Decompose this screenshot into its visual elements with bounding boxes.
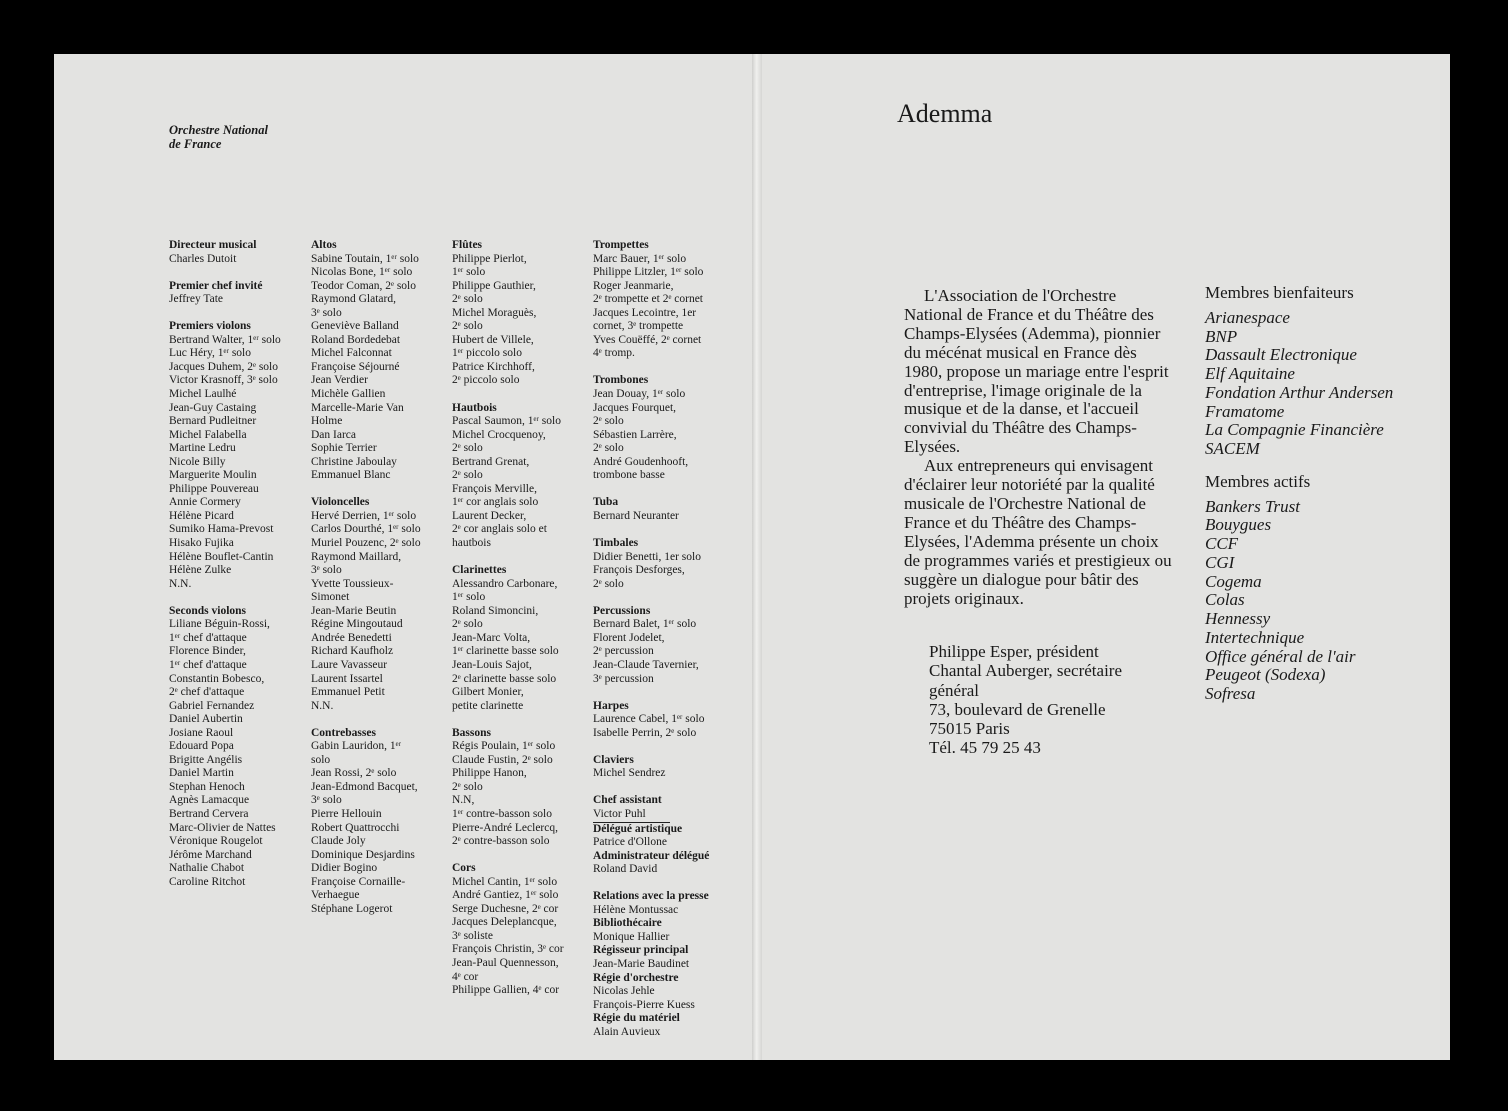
roster-entry: Laurent Issartel [311, 672, 383, 685]
roster-entry: Hélène Montussac [593, 903, 679, 916]
roster-entry: 4ᵉ tromp. [593, 347, 635, 360]
roster-entry: Hélène Picard [169, 509, 234, 522]
section-heading: Délégué artistique [593, 822, 683, 835]
roster-entry: 2ᵉ solo [452, 780, 483, 793]
roster-entry: Annie Cormery [169, 496, 241, 509]
roster-entry: Luc Héry, 1ᵉʳ solo [169, 347, 251, 360]
section-heading: Bassons [452, 726, 491, 739]
roster-entry: 2ᵉ solo [452, 293, 483, 306]
roster-entry: Michel Crocquenoy, [452, 428, 546, 441]
member-company: Peugeot (Sodexa) [1205, 665, 1326, 685]
roster-entry: Didier Bogino [311, 862, 378, 875]
roster-entry: Philippe Pierlot, [452, 252, 527, 265]
actifs-list [1205, 498, 1393, 704]
roster-entry: Hélène Zulke [169, 564, 232, 577]
section-spacer [452, 551, 592, 565]
roster-entry: Hélène Bouflet-Cantin [169, 550, 274, 563]
roster-entry: Monique Hallier [593, 930, 670, 943]
roster-entry: Pierre-André Leclercq, [452, 821, 558, 834]
roster-entry: 2ᵉ solo [593, 442, 624, 455]
roster-entry: 1ᵉʳ cor anglais solo [452, 496, 539, 509]
roster-entry: Jean-Marc Volta, [452, 631, 531, 644]
roster-entry: Bernard Neuranter [593, 509, 679, 522]
contact-line: Chantal Auberger, secrétaire général [929, 661, 1123, 700]
roster-entry: Hisako Fujika [169, 537, 234, 550]
roster-entry: 2ᵉ contre-basson solo [452, 835, 550, 848]
members-list [1205, 284, 1393, 704]
section-heading: Violoncelles [311, 496, 370, 509]
roster-entry: Michel Falabella [169, 428, 247, 441]
member-company: La Compagnie Financière [1205, 420, 1384, 440]
section-spacer [452, 713, 592, 727]
roster-entry: Jean Rossi, 2ᵉ solo [311, 767, 397, 780]
section-spacer [452, 388, 592, 402]
roster-entry: Philippe Hanon, [452, 767, 527, 780]
roster-entry: Jean Verdier [311, 374, 368, 387]
roster-entry: Edouard Popa [169, 740, 234, 753]
roster-entry: Michel Cantin, 1ᵉʳ solo [452, 875, 558, 888]
description-paragraph: L'Association de l'Orchestre National de France et du Théâtre des Champs-Elysées (Ademma), pionnier du mécénat musical en France dès 1980, propose un mariage entre l'esprit d'entreprise, l'image originale de la musique et de la danse, et l'accueil convivial du Théâtre des Champs-Elysées. [904, 286, 1169, 457]
section-spacer [593, 591, 733, 605]
roster-entry: Pierre Hellouin [311, 807, 382, 820]
roster-entry: Alain Auvieux [593, 1025, 661, 1038]
section-heading: Chef assistant [593, 794, 662, 807]
roster-entry: 1ᵉʳ chef d'attaque [169, 631, 247, 644]
roster-entry: Marc-Olivier de Nattes [169, 821, 276, 834]
roster-entry: Stephan Henoch [169, 780, 245, 793]
section-heading: Trompettes [593, 239, 649, 251]
roster-entry: 3ᵉ percussion [593, 672, 654, 685]
roster-entry: 2ᵉ percussion [593, 645, 654, 658]
roster-entry: Gabin Lauridon, 1ᵉʳ [311, 740, 402, 753]
roster-entry-row [593, 808, 733, 823]
roster-entry: Jacques Duhem, 2ᵉ solo [169, 360, 278, 373]
roster-entry: Yvette Toussieux- [311, 577, 394, 590]
roster-entry: Bertrand Walter, 1ᵉʳ solo [169, 333, 281, 346]
roster-entry: 1ᵉʳ solo [452, 591, 486, 604]
roster-entry: François Christin, 3ᵉ cor [452, 943, 564, 956]
contact-block [929, 642, 1169, 758]
roster-entry: Pascal Saumon, 1ᵉʳ solo [452, 415, 561, 428]
roster-entry: Laurent Decker, [452, 509, 527, 522]
roster-entry: Jean-Claude Tavernier, [593, 658, 699, 671]
roster-entry: Jean-Marie Beutin [311, 604, 397, 617]
roster-entry: Caroline Ritchot [169, 875, 246, 888]
roster-entry: trombone basse [593, 469, 665, 482]
section-heading: Régie d'orchestre [593, 971, 679, 984]
roster-entry: N.N. [311, 699, 334, 712]
roster-entry: Roland Bordedebat [311, 333, 401, 346]
roster-entry: Nicolas Jehle [593, 985, 655, 998]
roster-entry: Claude Fustin, 2ᵉ solo [452, 753, 553, 766]
roster-entry: Richard Kaufholz [311, 645, 394, 658]
roster-entry: Jean-Louis Sajot, [452, 658, 532, 671]
roster-entry: Michel Sendrez [593, 767, 666, 780]
roster-entry: Robert Quattrocchi [311, 821, 400, 834]
ademma-description [904, 287, 1172, 608]
roster-entry: Bertrand Grenat, [452, 455, 530, 468]
roster-entry: Jeffrey Tate [169, 293, 224, 306]
section-heading: Seconds violons [169, 604, 247, 617]
section-spacer [452, 849, 592, 863]
roster-entry: Carlos Dourthé, 1ᵉʳ solo [311, 523, 421, 536]
section-heading: Directeur musical [169, 239, 257, 251]
section-spacer [169, 307, 309, 321]
member-company: Hennessy [1205, 609, 1271, 628]
roster-entry: 1ᵉʳ chef d'attaque [169, 658, 247, 671]
roster-entry: Victor Puhl [593, 808, 670, 823]
roster-entry: Bernard Balet, 1ᵉʳ solo [593, 618, 697, 631]
roster-entry: Daniel Martin [169, 767, 234, 780]
roster-entry: Emmanuel Blanc [311, 469, 391, 482]
roster-entry: 1ᵉʳ piccolo solo [452, 347, 522, 360]
section-heading: Premiers violons [169, 320, 251, 333]
roster-entry: Christine Jaboulay [311, 455, 397, 468]
roster-entry: Geneviève Balland [311, 320, 399, 333]
roster-entry: André Goudenhooft, [593, 455, 689, 468]
roster-entry: 1ᵉʳ contre-basson solo [452, 807, 552, 820]
roster-entry: André Gantiez, 1ᵉʳ solo [452, 889, 559, 902]
roster-entry: Holme [311, 415, 343, 428]
roster-column-3 [452, 239, 592, 998]
section-heading: Timbales [593, 537, 639, 550]
roster-entry: 3ᵉ solo [311, 794, 342, 807]
member-company: Cogema [1205, 571, 1262, 591]
contact-line: Tél. 45 79 25 43 [929, 738, 1041, 758]
roster-entry: Gilbert Monier, [452, 686, 524, 699]
roster-entry: Yves Couëffé, 2ᵉ cornet [593, 333, 702, 346]
roster-entry: Nathalie Chabot [169, 862, 245, 875]
roster-entry: 2ᵉ trompette et 2ᵉ cornet [593, 293, 703, 306]
section-heading: Clarinettes [452, 564, 507, 577]
roster-entry: 2ᵉ solo [593, 577, 624, 590]
member-company: CGI [1205, 552, 1235, 572]
roster-entry: Florence Binder, [169, 645, 246, 658]
member-company: BNP [1205, 326, 1238, 346]
roster-entry: Sébastien Larrère, [593, 428, 677, 441]
member-company: Office général de l'air [1205, 646, 1356, 666]
roster-entry: Constantin Bobesco, [169, 672, 265, 685]
roster-entry: François Desforges, [593, 564, 685, 577]
roster-entry: Jacques Deleplancque, [452, 916, 557, 929]
roster-entry: Marguerite Moulin [169, 469, 257, 482]
section-spacer [593, 740, 733, 754]
section-heading: Régie du matériel [593, 1012, 680, 1025]
roster-entry: Véronique Rougelot [169, 835, 263, 848]
orchestra-header-line-2: de France [169, 137, 222, 151]
roster-entry: 3ᵉ solo [311, 564, 342, 577]
section-spacer [593, 781, 733, 795]
section-heading: Flûtes [452, 239, 483, 251]
roster-entry: Roland Simoncini, [452, 604, 539, 617]
roster-entry: Victor Krasnoff, 3ᵉ solo [169, 374, 278, 387]
roster-entry: Jérôme Marchand [169, 848, 252, 861]
member-company: SACEM [1205, 439, 1260, 458]
roster-entry: Jean Douay, 1ᵉʳ solo [593, 388, 686, 401]
roster-entry: Jean-Marie Baudinet [593, 957, 690, 970]
roster-entry: 2ᵉ solo [593, 415, 624, 428]
roster-entry: Josiane Raoul [169, 726, 234, 739]
roster-entry: 2ᵉ solo [452, 320, 483, 333]
roster-entry: 1ᵉʳ solo [452, 266, 486, 279]
roster-entry: Sabine Toutain, 1ᵉʳ solo [311, 252, 419, 265]
roster-entry: Philippe Gallien, 4ᵉ cor [452, 984, 560, 997]
roster-entry: Bernard Pudleitner [169, 415, 257, 428]
roster-entry: Raymond Maillard, [311, 550, 402, 563]
roster-entry: Régis Poulain, 1ᵉʳ solo [452, 740, 556, 753]
section-heading: Percussions [593, 604, 651, 617]
roster-entry: Marc Bauer, 1ᵉʳ solo [593, 252, 687, 265]
section-spacer [169, 591, 309, 605]
roster-entry: 2ᵉ solo [452, 469, 483, 482]
orchestra-header [169, 123, 268, 151]
roster-entry: Philippe Litzler, 1ᵉʳ solo [593, 266, 704, 279]
member-company: Bankers Trust [1205, 496, 1300, 516]
roster-entry: 2ᵉ chef d'attaque [169, 686, 245, 699]
member-company: Dassault Electronique [1205, 345, 1357, 365]
section-spacer [593, 686, 733, 700]
section-heading: Harpes [593, 699, 629, 712]
roster-entry: Raymond Glatard, [311, 293, 396, 306]
roster-entry: 4ᵉ cor [452, 970, 479, 983]
roster-entry: Laurence Cabel, 1ᵉʳ solo [593, 713, 705, 726]
roster-entry: Patrice Kirchhoff, [452, 360, 535, 373]
bienfaiteurs-list [1205, 309, 1393, 459]
roster-entry: Alessandro Carbonare, [452, 577, 558, 590]
section-heading: Altos [311, 239, 337, 251]
roster-entry: Liliane Béguin-Rossi, [169, 618, 270, 631]
roster-entry: Didier Benetti, 1er solo [593, 550, 701, 563]
roster-entry: Jacques Lecointre, 1er [593, 306, 697, 319]
section-heading: Premier chef invité [169, 279, 263, 292]
roster-column-1 [169, 239, 309, 889]
contact-line: Philippe Esper, président [929, 642, 1099, 661]
roster-entry: Florent Jodelet, [593, 631, 665, 644]
section-spacer [311, 713, 451, 727]
roster-entry: Serge Duchesne, 2ᵉ cor [452, 902, 559, 915]
section-heading: Bibliothécaire [593, 917, 662, 930]
section-heading: Tuba [593, 496, 619, 509]
roster-entry: 3ᵉ soliste [452, 929, 493, 942]
roster-entry: cornet, 3ᵉ trompette [593, 320, 684, 333]
roster-entry: N.N. [169, 577, 192, 590]
roster-entry: 2ᵉ solo [452, 618, 483, 631]
contact-line: 75015 Paris [929, 719, 1010, 739]
roster-entry: Michel Falconnat [311, 347, 392, 360]
roster-entry: hautbois [452, 537, 491, 550]
roster-entry: Simonet [311, 591, 350, 604]
member-company: Framatome [1205, 401, 1285, 421]
roster-entry: Hervé Derrien, 1ᵉʳ solo [311, 509, 417, 522]
roster-entry: Roland David [593, 863, 658, 876]
roster-entry: 2ᵉ cor anglais solo et [452, 523, 547, 536]
roster-entry: Philippe Gauthier, [452, 279, 536, 292]
roster-entry: Brigitte Angélis [169, 753, 243, 766]
roster-entry: Daniel Aubertin [169, 713, 243, 726]
roster-entry: 1ᵉʳ clarinette basse solo [452, 645, 559, 658]
section-spacer [311, 483, 451, 497]
roster-entry: Nicole Billy [169, 455, 226, 468]
roster-entry: Verhaegue [311, 889, 360, 902]
section-heading: Hautbois [452, 401, 497, 414]
roster-entry: Dan Iarca [311, 428, 357, 441]
roster-entry: Sophie Terrier [311, 442, 377, 455]
roster-entry: Teodor Coman, 2ᵉ solo [311, 279, 416, 292]
roster-entry: Michèle Gallien [311, 388, 386, 401]
section-spacer [593, 361, 733, 375]
roster-entry: 2ᵉ piccolo solo [452, 374, 520, 387]
section-heading: Trombones [593, 374, 649, 387]
section-spacer [593, 523, 733, 537]
roster-entry: 2ᵉ solo [452, 442, 483, 455]
member-company: Fondation Arthur Andersen [1205, 382, 1394, 402]
roster-entry: Régine Mingoutaud [311, 618, 403, 631]
roster-entry: Jean-Edmond Bacquet, [311, 780, 418, 793]
roster-entry: Agnès Lamacque [169, 794, 250, 807]
roster-entry: Dominique Desjardins [311, 848, 415, 861]
roster-entry: Muriel Pouzenc, 2ᵉ solo [311, 537, 421, 550]
roster-entry: Emmanuel Petit [311, 686, 385, 699]
roster-entry: Françoise Cornaille- [311, 875, 406, 888]
roster-column-4 [593, 239, 733, 1039]
book-gutter [752, 54, 762, 1060]
roster-entry: Françoise Séjourné [311, 360, 400, 373]
roster-entry: Isabelle Perrin, 2ᵉ solo [593, 726, 697, 739]
section-spacer [593, 483, 733, 497]
section-heading: Administrateur délégué [593, 849, 710, 862]
roster-entry: Jean-Paul Quennesson, [452, 956, 559, 969]
contact-line: 73, boulevard de Grenelle [929, 699, 1106, 719]
roster-entry: N.N, [452, 794, 475, 807]
roster-entry: petite clarinette [452, 699, 524, 712]
section-heading: Régisseur principal [593, 944, 689, 957]
roster-entry: Claude Joly [311, 835, 366, 848]
roster-column-2 [311, 239, 451, 916]
roster-entry: Jean-Guy Castaing [169, 401, 257, 414]
roster-entry: Roger Jeanmarie, [593, 279, 674, 292]
roster-entry: Nicolas Bone, 1ᵉʳ solo [311, 266, 413, 279]
section-spacer [593, 877, 733, 891]
roster-entry: Martine Ledru [169, 442, 236, 455]
roster-entry: Jacques Fourquet, [593, 401, 677, 414]
section-heading: Contrebasses [311, 726, 376, 739]
roster-entry: Michel Moraguès, [452, 306, 537, 319]
roster-entry: Gabriel Fernandez [169, 699, 255, 712]
roster-entry: Bertrand Cervera [169, 807, 249, 820]
roster-entry: Andrée Benedetti [311, 631, 392, 644]
roster-entry: Patrice d'Ollone [593, 836, 667, 849]
member-company: Sofresa [1205, 684, 1256, 703]
section-heading: Relations avec la presse [593, 890, 709, 903]
description-paragraph: Aux entrepreneurs qui envisagent d'éclairer leur notoriété par la qualité musicale de l'Orchestre National de France et du Théâtre des Champs-Elysées, l'Ademma présente un choix de programmes variés et prestigieux ou suggère un dialogue pour bâtir des projets originaux. [904, 456, 1172, 608]
orchestra-header-line-1: Orchestre National [169, 123, 268, 137]
roster-entry: Charles Dutoit [169, 252, 237, 265]
member-company: Colas [1205, 590, 1245, 610]
roster-entry: Sumiko Hama-Prevost [169, 523, 274, 536]
member-company: CCF [1205, 534, 1239, 553]
roster-entry: François Merville, [452, 482, 537, 495]
roster-entry: Philippe Pouvereau [169, 482, 259, 495]
bienfaiteurs-heading: Membres bienfaiteurs [1205, 283, 1354, 302]
page-title: Ademma [897, 99, 993, 128]
roster-entry: Michel Laulhé [169, 388, 237, 401]
roster-entry: François-Pierre Kuess [593, 998, 695, 1011]
member-company: Arianespace [1205, 307, 1290, 327]
actifs-heading: Membres actifs [1205, 471, 1311, 491]
roster-entry: Hubert de Villele, [452, 333, 534, 346]
roster-entry: solo [311, 753, 331, 766]
roster-entry: 3ᵉ solo [311, 306, 342, 319]
member-company: Bouygues [1205, 515, 1272, 535]
roster-entry: Marcelle-Marie Van [311, 401, 404, 414]
section-heading: Cors [452, 862, 476, 875]
section-heading: Claviers [593, 753, 634, 766]
section-spacer [169, 266, 309, 280]
member-company: Intertechnique [1205, 627, 1305, 647]
roster-entry: Stéphane Logerot [311, 902, 393, 915]
roster-entry: 2ᵉ clarinette basse solo [452, 672, 557, 685]
roster-entry: Laure Vavasseur [311, 658, 388, 671]
member-company: Elf Aquitaine [1205, 364, 1295, 383]
